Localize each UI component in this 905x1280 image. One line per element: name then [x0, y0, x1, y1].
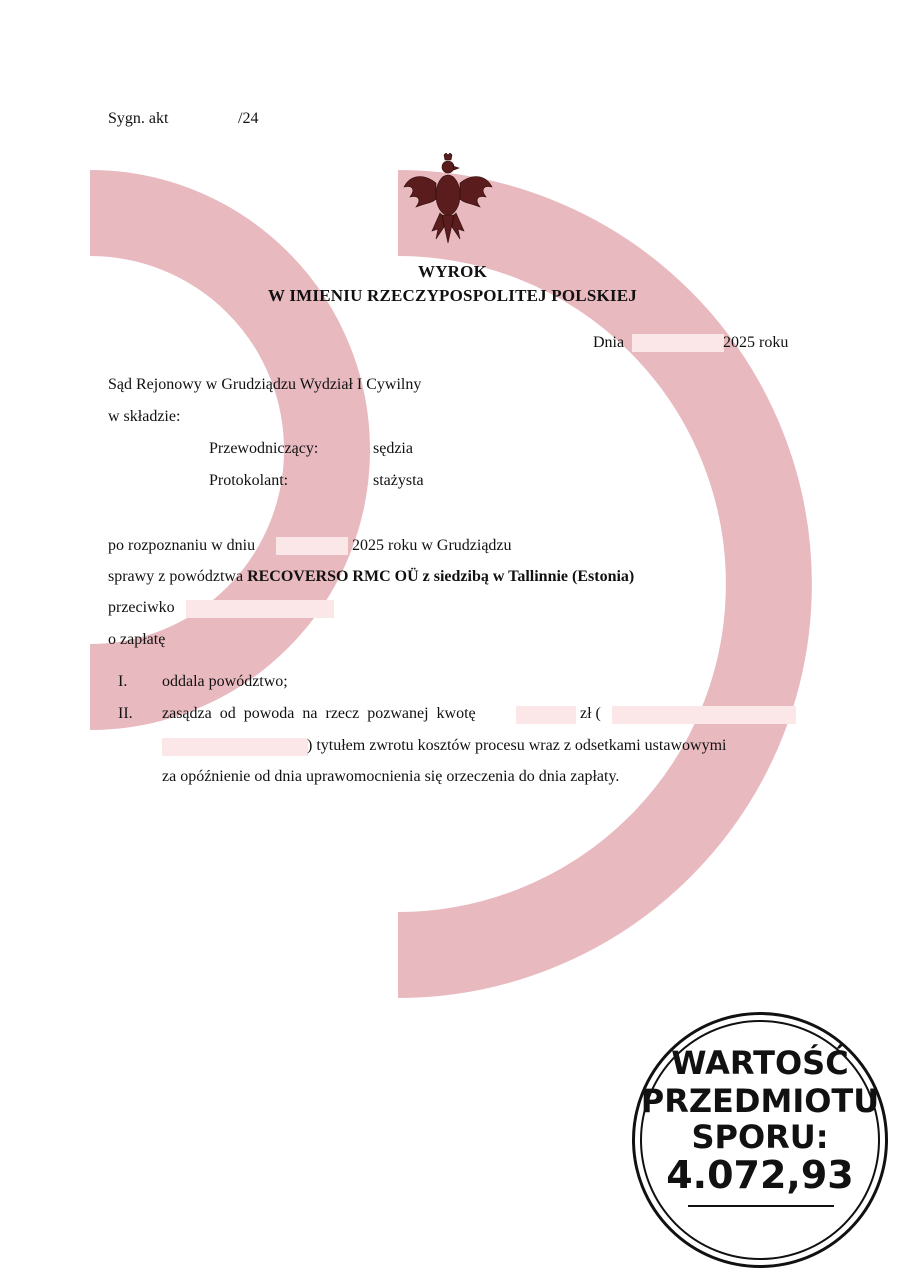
verdict-costs-text: ) tytułem zwrotu kosztów procesu wraz z odsetkami ustawowymi	[307, 737, 727, 754]
badge-underline	[688, 1205, 834, 1207]
redacted-amount-words-cont	[162, 738, 308, 756]
redacted-amount	[516, 706, 576, 724]
verdict-point-text: zasądza od powoda na rzecz pozwanej kwotę	[162, 705, 476, 722]
court-composition: w składzie:	[108, 408, 181, 425]
case-signature-suffix: /24	[238, 110, 259, 127]
redacted-hearing-date	[276, 537, 348, 555]
verdict-subtitle: W IMIENIU RZECZYPOSPOLITEJ POLSKIEJ	[268, 286, 637, 305]
date-prefix: Dnia	[593, 334, 625, 351]
clerk-value: stażysta	[373, 472, 424, 489]
claim-type: o zapłatę	[108, 631, 166, 648]
chair-label: Przewodniczący:	[209, 440, 319, 457]
badge-label-line2: PRZEDMIOTU	[640, 1082, 880, 1120]
badge-label-line3: SPORU:	[691, 1118, 829, 1156]
hearing-prefix: po rozpoznaniu w dniu	[108, 537, 256, 554]
verdict-point-num: I.	[118, 673, 128, 690]
chair-value: sędzia	[373, 440, 413, 457]
plaintiff-name: RECOVERSO RMC OÜ z siedzibą w Tallinnie (Estonia)	[247, 568, 635, 585]
against-label: przeciwko	[108, 599, 175, 616]
verdict-point-text: oddala powództwo;	[162, 673, 288, 690]
date-suffix: 2025 roku	[723, 334, 789, 351]
polish-eagle-emblem	[398, 153, 498, 245]
dispute-value-badge	[632, 1012, 888, 1268]
plaintiff-prefix: sprawy z powództwa	[108, 568, 244, 585]
redacted-amount-words	[612, 706, 796, 724]
verdict-interest-text: za opóźnienie od dnia uprawomocnienia się orzeczenia do dnia zapłaty.	[162, 768, 620, 785]
plaintiff-line	[108, 567, 634, 587]
badge-value: 4.072,93	[666, 1153, 854, 1197]
redacted-date	[632, 334, 724, 352]
verdict-point-num: II.	[118, 705, 133, 722]
redacted-defendant	[186, 600, 334, 618]
case-signature-label: Sygn. akt	[108, 110, 169, 127]
badge-label-line1: WARTOŚĆ	[671, 1044, 849, 1082]
verdict-title: WYROK	[418, 262, 487, 281]
clerk-label: Protokolant:	[209, 472, 289, 489]
verdict-currency: zł (	[580, 705, 601, 722]
hearing-suffix: 2025 roku w Grudziądzu	[352, 537, 512, 554]
court-name: Sąd Rejonowy w Grudziądzu Wydział I Cywilny	[108, 376, 422, 393]
